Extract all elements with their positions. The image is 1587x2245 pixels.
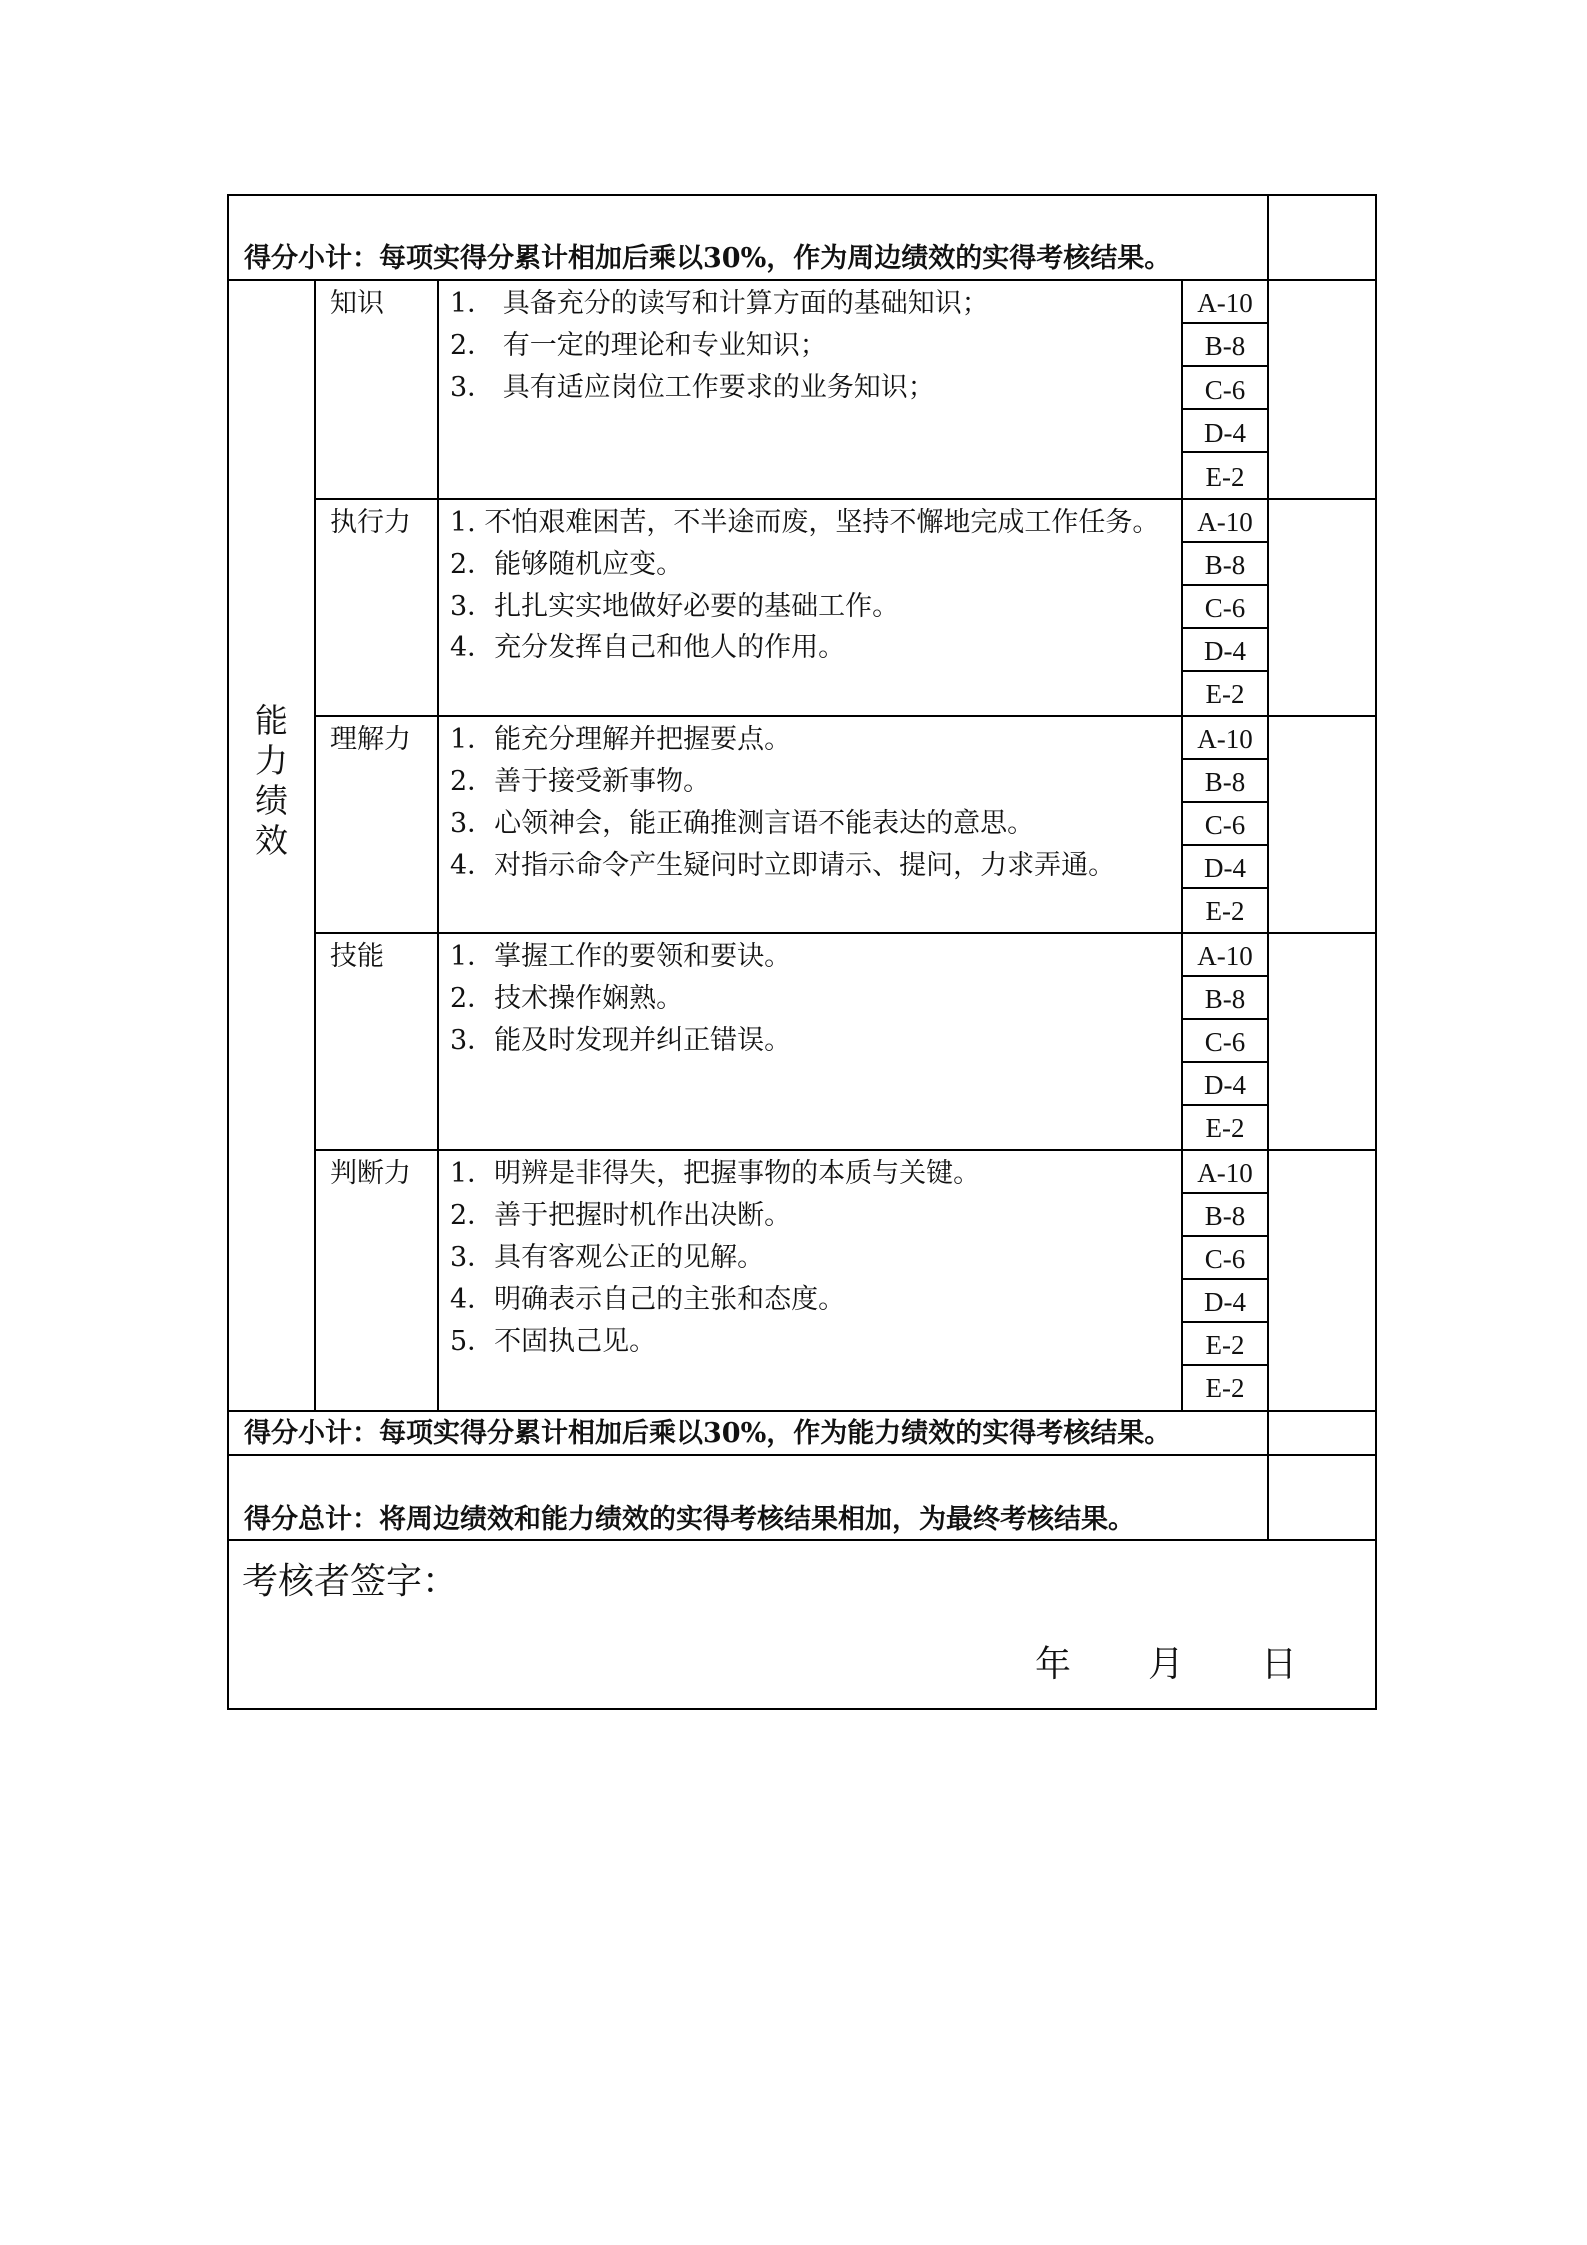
grade-option: E-2: [1205, 679, 1245, 709]
grade-rule: [1181, 365, 1269, 367]
grade-rule: [1181, 1364, 1269, 1366]
grade-option: A-10: [1197, 288, 1253, 318]
grade-rule: [1181, 1235, 1269, 1237]
criterion: 3．心领神会，能正确推测言语不能表达的意思。: [450, 808, 1035, 839]
item-name: 执行力: [330, 507, 411, 538]
grade-option: E-2: [1205, 1330, 1245, 1360]
rule: [227, 1539, 1377, 1541]
grade-rule: [1181, 801, 1269, 803]
grade-rule: [1181, 322, 1269, 324]
grade-option: D-4: [1204, 1070, 1246, 1100]
grade-rule: [1181, 408, 1269, 410]
rule: [227, 279, 1377, 281]
rule: [314, 279, 316, 1412]
grade-rule: [1181, 584, 1269, 586]
criterion: 2．善于把握时机作出决断。: [450, 1200, 792, 1231]
section-label-char: 绩: [255, 781, 288, 820]
criterion: 1. 不怕艰难困苦，不半途而废，坚持不懈地完成工作任务。: [450, 507, 1160, 538]
grade-option: E-2: [1205, 1373, 1245, 1403]
signature-label: 考核者签字：: [242, 1561, 459, 1602]
grade-option: E-2: [1205, 1113, 1245, 1143]
grade-rule: [1181, 975, 1269, 977]
criterion: 1．掌握工作的要领和要诀。: [450, 941, 792, 972]
criterion: 2．能够随机应变。: [450, 549, 684, 580]
grade-option: D-4: [1204, 1287, 1246, 1317]
grade-option: B-8: [1204, 1201, 1246, 1231]
criterion: 2．善于接受新事物。: [450, 766, 711, 797]
criterion: 3．具有客观公正的见解。: [450, 1242, 765, 1273]
grade-rule: [1181, 451, 1269, 453]
item-name: 判断力: [330, 1158, 411, 1189]
grade-rule: [1181, 887, 1269, 889]
criterion: 1．能充分理解并把握要点。: [450, 724, 792, 755]
criterion: 3．扎扎实实地做好必要的基础工作。: [450, 591, 900, 622]
grade-option: A-10: [1197, 941, 1253, 971]
rule: [314, 932, 1377, 934]
grade-option: A-10: [1197, 724, 1253, 754]
grade-option: B-8: [1204, 984, 1246, 1014]
grade-option: A-10: [1197, 1158, 1253, 1188]
rule: [227, 1410, 1377, 1412]
grade-option: E-2: [1205, 462, 1245, 492]
rule: [227, 194, 229, 1710]
grade-option: E-2: [1205, 896, 1245, 926]
item-name: 技能: [330, 941, 384, 972]
summary-ability: 得分小计：每项实得分累计相加后乘以30%，作为能力绩效的实得考核结果。: [244, 1418, 1172, 1449]
section-label-char: 效: [255, 821, 288, 860]
criterion: 3．能及时发现并纠正错误。: [450, 1025, 792, 1056]
rule: [227, 1708, 1377, 1710]
grade-rule: [1181, 1192, 1269, 1194]
rule: [314, 715, 1377, 717]
criterion: 2． 有一定的理论和专业知识；: [450, 330, 827, 361]
criterion: 5．不固执己见。: [450, 1326, 657, 1357]
evaluation-form: [227, 194, 1377, 1710]
criterion: 4．充分发挥自己和他人的作用。: [450, 632, 846, 663]
rule: [1375, 194, 1377, 1710]
grade-rule: [1181, 1321, 1269, 1323]
grade-option: C-6: [1204, 1027, 1246, 1057]
criterion: 4．对指示命令产生疑问时立即请示、提问，力求弄通。: [450, 850, 1116, 881]
grade-option: C-6: [1204, 810, 1246, 840]
grade-rule: [1181, 1018, 1269, 1020]
grade-option: D-4: [1204, 418, 1246, 448]
grade-option: B-8: [1204, 550, 1246, 580]
rule: [1267, 194, 1269, 1541]
item-name: 知识: [330, 288, 384, 319]
criterion: 1． 具备充分的读写和计算方面的基础知识；: [450, 288, 989, 319]
grade-rule: [1181, 541, 1269, 543]
grade-option: D-4: [1204, 636, 1246, 666]
grade-rule: [1181, 1278, 1269, 1280]
criterion: 3． 具有适应岗位工作要求的业务知识；: [450, 372, 935, 403]
criterion: 1．明辨是非得失，把握事物的本质与关键。: [450, 1158, 981, 1189]
grade-option: D-4: [1204, 853, 1246, 883]
rule: [437, 279, 439, 1412]
grade-rule: [1181, 758, 1269, 760]
rule: [314, 1149, 1377, 1151]
rule: [227, 1454, 1377, 1456]
grade-option: A-10: [1197, 507, 1253, 537]
section-label-char: 能: [255, 701, 288, 740]
item-name: 理解力: [330, 724, 411, 755]
grade-option: C-6: [1204, 375, 1246, 405]
grade-rule: [1181, 1061, 1269, 1063]
date-year: 年: [1035, 1644, 1072, 1685]
grade-option: B-8: [1204, 767, 1246, 797]
summary-total: 得分总计：将周边绩效和能力绩效的实得考核结果相加，为最终考核结果。: [244, 1504, 1135, 1535]
grade-option: C-6: [1204, 1244, 1246, 1274]
grade-rule: [1181, 627, 1269, 629]
summary-periphery: 得分小计：每项实得分累计相加后乘以30%，作为周边绩效的实得考核结果。: [244, 243, 1172, 274]
section-label-char: 力: [255, 741, 288, 780]
date-month: 月: [1148, 1644, 1185, 1685]
criterion: 2．技术操作娴熟。: [450, 983, 684, 1014]
date-day: 日: [1261, 1644, 1298, 1685]
rule: [314, 498, 1377, 500]
criterion: 4．明确表示自己的主张和态度。: [450, 1284, 846, 1315]
grade-option: C-6: [1204, 593, 1246, 623]
grade-option: B-8: [1204, 331, 1246, 361]
grade-rule: [1181, 1104, 1269, 1106]
grade-rule: [1181, 844, 1269, 846]
rule: [227, 194, 1377, 196]
grade-rule: [1181, 670, 1269, 672]
